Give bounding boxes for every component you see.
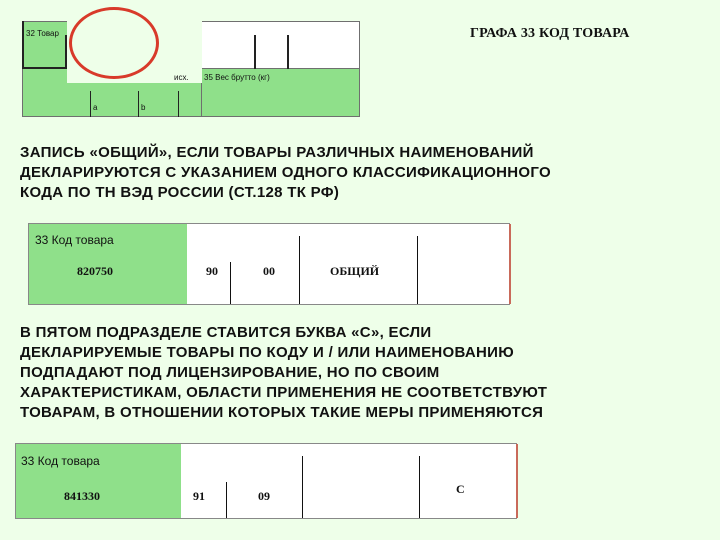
form-33-header: 33 Код товара — [21, 454, 100, 468]
code-part-3: 00 — [263, 264, 275, 278]
slide-title: ГРАФА 33 КОД ТОВАРА — [470, 26, 630, 41]
form-33-example-1 — [28, 223, 510, 305]
field-32-right-cell — [202, 21, 360, 69]
field-isx-label: исх. — [174, 73, 189, 82]
subfield-b-label: b — [141, 103, 146, 112]
code-part-5: С — [456, 482, 465, 496]
code-part-1: 841330 — [64, 489, 100, 503]
paragraph-common: ЗАПИСЬ «ОБЩИЙ», ЕСЛИ ТОВАРЫ РАЗЛИЧНЫХ НАИМЕНОВАНИЙ ДЕКЛАРИРУЮТСЯ С УКАЗАНИЕМ ОДНОГО КЛАССИФИКАЦИОННОГО КОДА ПО ТН ВЭД РОССИИ (СТ.128 ТК РФ) — [20, 144, 551, 201]
form-33-header: 33 Код товара — [35, 233, 114, 247]
red-circle-highlight — [69, 7, 159, 79]
code-part-2: 90 — [206, 264, 218, 278]
form-33-example-2 — [15, 443, 517, 519]
paragraph-letter-c: В ПЯТОМ ПОДРАЗДЕЛЕ СТАВИТСЯ БУКВА «С», ЕСЛИ ДЕКЛАРИРУЕМЫЕ ТОВАРЫ ПО КОДУ И / ИЛИ НАИМЕНОВАНИЮ ПОДПАДАЮТ ПОД ЛИЦЕНЗИРОВАНИЕ, НО ПО СВОИМ ХАРАКТЕРИСТИКАМ, ОБЛАСТИ ПРИМЕНЕНИЯ НЕ СООТВЕТСТВУЮТ ТОВАРАМ, В ОТНОШЕНИИ КОТОРЫХ ТАКИЕ МЕРЫ ПРИМЕНЯЮТСЯ — [20, 324, 548, 421]
field-32-label: 32 Товар — [26, 29, 59, 38]
subfield-a-label: а — [93, 103, 98, 112]
code-part-1: 820750 — [77, 264, 113, 278]
code-part-3: 09 — [258, 489, 270, 503]
code-part-2: 91 — [193, 489, 205, 503]
field-35-label: 35 Вес брутто (кг) — [204, 73, 270, 82]
code-part-4: ОБЩИЙ — [330, 264, 380, 278]
